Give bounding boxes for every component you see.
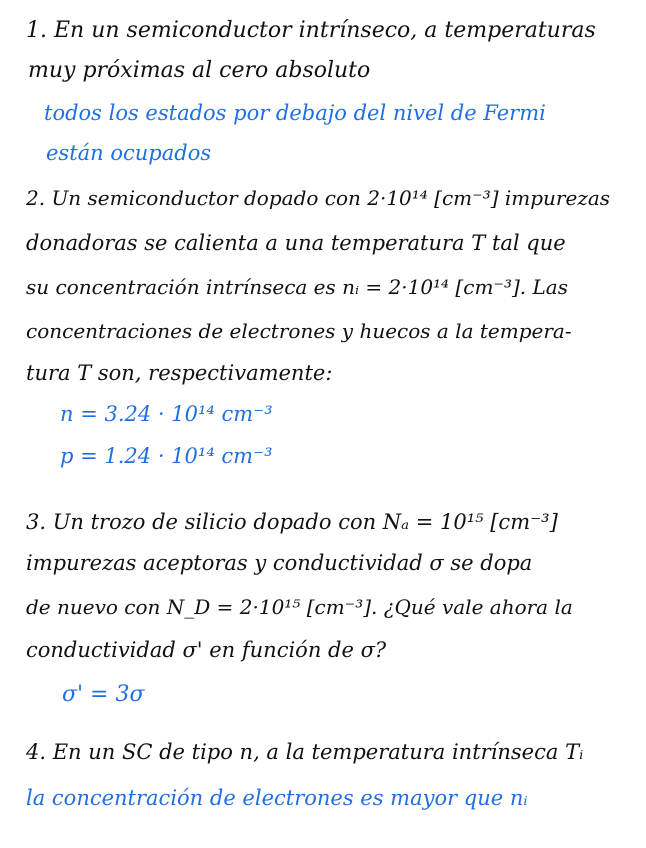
- question-1-answer-line-1: todos los estados por debajo del nivel de Fermi: [44, 101, 546, 125]
- question-3-line-3: de nuevo con N_D = 2·10¹⁵ [cm⁻³]. ¿Qué vale ahora la: [26, 595, 573, 619]
- question-2-line-4: concentraciones de electrones y huecos a la tempera-: [26, 319, 572, 343]
- question-3-line-1: 3. Un trozo de silicio dopado con Nₐ = 10¹⁵ [cm⁻³]: [26, 510, 558, 534]
- question-1-line-2: muy próximas al cero absoluto: [28, 58, 371, 83]
- question-2-line-1: 2. Un semiconductor dopado con 2·10¹⁴ [cm⁻³] impurezas: [26, 186, 611, 210]
- question-2-answer-p: p = 1.24 · 10¹⁴ cm⁻³: [60, 444, 273, 468]
- question-3-answer: σ' = 3σ: [62, 682, 145, 707]
- question-4-answer: la concentración de electrones es mayor que nᵢ: [26, 786, 528, 810]
- question-4-line-1: 4. En un SC de tipo n, a la temperatura intrínseca Tᵢ: [26, 740, 584, 764]
- question-1-answer-line-2: están ocupados: [46, 141, 212, 165]
- question-3-line-2: impurezas aceptoras y conductividad σ se dopa: [26, 551, 533, 575]
- question-2-answer-n: n = 3.24 · 10¹⁴ cm⁻³: [60, 402, 273, 426]
- question-2-line-5: tura T son, respectivamente:: [26, 361, 333, 385]
- question-1-line-1: 1. En un semiconductor intrínseco, a temperaturas: [26, 18, 596, 43]
- question-3-line-4: conductividad σ' en función de σ?: [26, 638, 387, 662]
- question-2-line-3: su concentración intrínseca es nᵢ = 2·10¹⁴ [cm⁻³]. Las: [26, 275, 568, 299]
- question-2-line-2: donadoras se calienta a una temperatura T tal que: [26, 231, 566, 255]
